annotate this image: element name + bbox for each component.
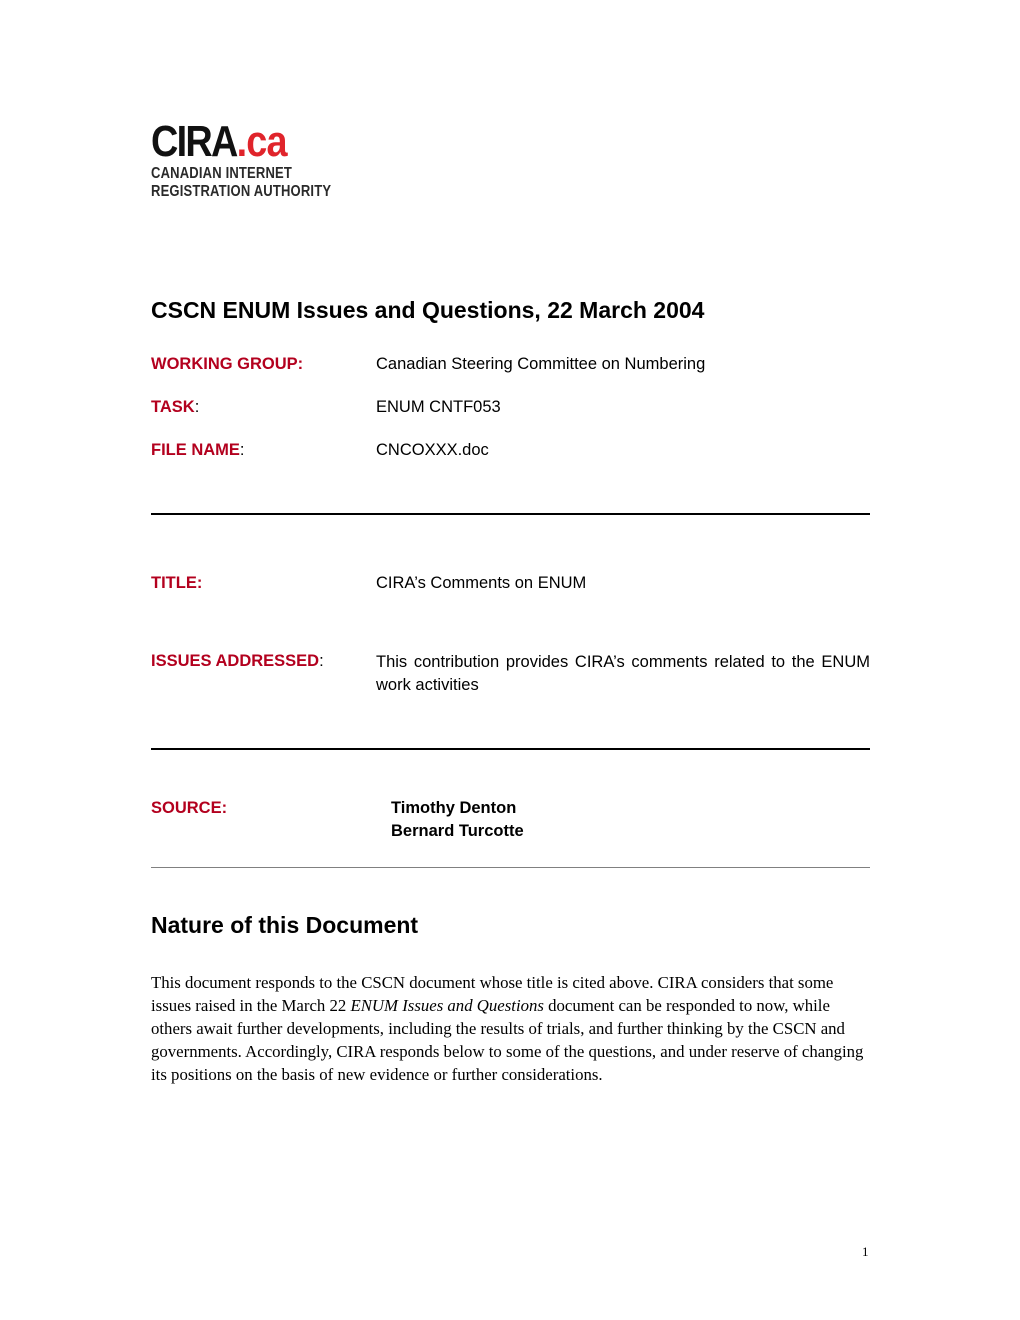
logo-cira-text: CIRA bbox=[151, 117, 237, 166]
source-name-1: Timothy Denton bbox=[391, 799, 517, 817]
logo-subtitle-line1: CANADIAN INTERNET bbox=[151, 165, 293, 182]
body-paragraph bbox=[151, 971, 870, 1086]
body-paragraph-italic-title: ENUM Issues and Questions bbox=[350, 996, 544, 1015]
issues-addressed-label-colon: : bbox=[319, 652, 324, 670]
source-name-2: Bernard Turcotte bbox=[391, 822, 524, 840]
file-name-label-colon: : bbox=[239, 441, 245, 459]
page-number: 1 bbox=[862, 1244, 869, 1259]
file-name-label bbox=[151, 441, 245, 460]
working-group-label: WORKING GROUP: bbox=[151, 355, 304, 373]
file-name-label-text: FILE NAME bbox=[151, 441, 240, 459]
task-label-text: TASK bbox=[151, 398, 195, 416]
source-label: SOURCE: bbox=[151, 799, 228, 817]
divider-1 bbox=[151, 513, 870, 515]
title-label: TITLE: bbox=[151, 574, 203, 592]
divider-3 bbox=[151, 867, 870, 868]
title-value: CIRA’s Comments on ENUM bbox=[376, 574, 587, 592]
file-name-value: CNCOXXX.doc bbox=[376, 441, 489, 459]
logo-wordmark bbox=[151, 117, 349, 166]
divider-2 bbox=[151, 748, 870, 750]
issues-addressed-value: This contribution provides CIRA’s comments related to the ENUM work activities bbox=[376, 653, 870, 694]
cira-logo bbox=[151, 117, 381, 201]
logo-dot-ca-text: .ca bbox=[236, 117, 287, 166]
working-group-value: Canadian Steering Committee on Numbering bbox=[376, 355, 706, 373]
issues-addressed-label bbox=[151, 652, 324, 671]
body-paragraph-part2: document can be responded to now, while others await further developments, including the results of trials, and further thinking by the CSCN and governments. Accordingly, CIRA responds below to some of the questions, and under reserve of changing its positions on the basis of new evidence or further considerations. bbox=[151, 996, 864, 1084]
task-label-colon: : bbox=[194, 398, 200, 416]
document-title: CSCN ENUM Issues and Questions, 22 March 2004 bbox=[151, 297, 705, 323]
issues-addressed-label-text: ISSUES ADDRESSED bbox=[151, 652, 320, 670]
body-paragraph-part1: This document responds to the CSCN document whose title is cited above. CIRA considers that some issues raised in the March 22 bbox=[151, 973, 834, 1015]
task-value: ENUM CNTF053 bbox=[376, 398, 501, 416]
task-label bbox=[151, 398, 199, 417]
logo-subtitle-line2: REGISTRATION AUTHORITY bbox=[151, 183, 332, 200]
section-heading: Nature of this Document bbox=[151, 912, 419, 938]
